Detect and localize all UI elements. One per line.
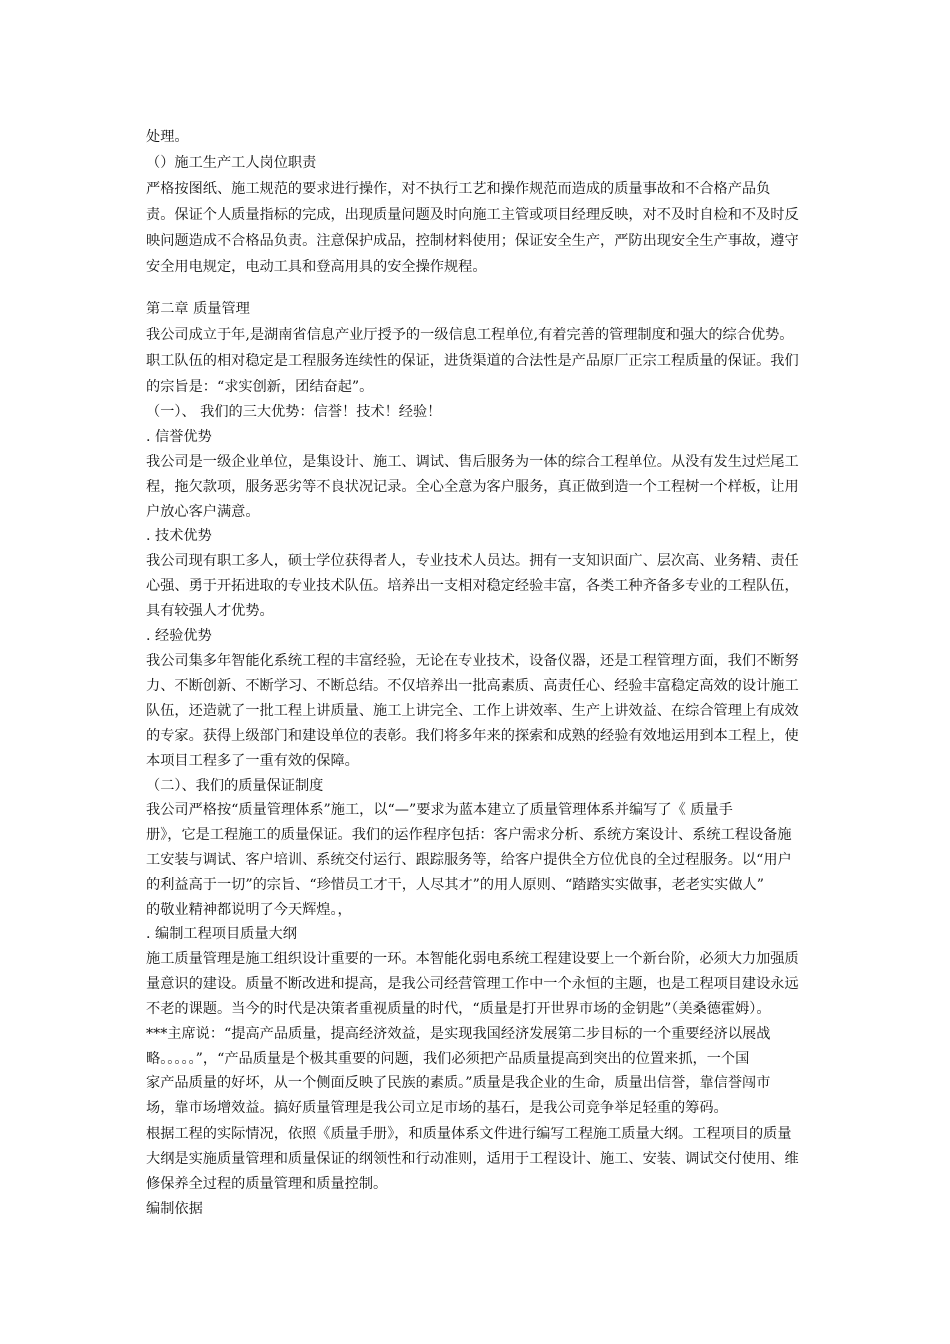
section-heading: （二）、我们的质量保证制度 bbox=[146, 778, 324, 794]
text-line: 场，靠市场增效益。搞好质量管理是我公司立足市场的基石，是我公司竞争举足轻重的筹码。 bbox=[146, 1100, 728, 1116]
section-heading: （）施工生产工人岗位职责 bbox=[146, 155, 317, 171]
text-line: 量意识的建设。质量不断改进和提高，是我公司经营管理工作中一个永恒的主题，也是工程项目建设永远 bbox=[146, 976, 799, 992]
text-line: 根据工程的实际情况，依照《质量手册》，和质量体系文件进行编写工程施工质量大纲。工程项目的质量 bbox=[146, 1126, 792, 1142]
text-line: 的敬业精神都说明了今天辉煌。， bbox=[146, 902, 352, 918]
text-line: 我公司集多年智能化系统工程的丰富经验，无论在专业技术，设备仪器，还是工程管理方面，我们不断努 bbox=[146, 653, 799, 669]
text-line: 安全用电规定，电动工具和登高用具的安全操作规程。 bbox=[146, 259, 487, 275]
text-line: 我公司严格按“质量管理体系”施工，以“—”要求为蓝本建立了质量管理体系并编写了《 质量手 bbox=[146, 802, 733, 818]
text-line: 力、不断创新、不断学习、不断总结。不仅培养出一批高素质、高责任心、经验丰富稳定高效的设计施工 bbox=[146, 678, 799, 694]
text-line: 不老的课题。当今的时代是决策者重视质量的时代，“质量是打开世界市场的金钥匙”（美桑德霍姆）。 bbox=[146, 1001, 771, 1017]
subsection-heading: . 技术优势 bbox=[146, 528, 212, 544]
text-line: 处理。 bbox=[146, 129, 189, 145]
text-line: 本项目工程多了一重有效的保障。 bbox=[146, 753, 359, 769]
text-line: 施工质量管理是施工组织设计重要的一环。本智能化弱电系统工程建设要上一个新台阶，必须大力加强质 bbox=[146, 951, 799, 967]
text-line: 程，拖欠款项，服务恶劣等不良状况记录。全心全意为客户服务，真正做到造一个工程树一个样板，让用 bbox=[146, 479, 799, 495]
text-line: 队伍，还造就了一批工程上讲质量、施工上讲完全、工作上讲效率、生产上讲效益、在综合管理上有成效 bbox=[146, 703, 799, 719]
text-line: 家产品质量的好坏，从一个侧面反映了民族的素质。”质量是我企业的生命，质量出信誉，靠信誉闯市 bbox=[146, 1075, 771, 1091]
text-line: 心强、勇于开拓进取的专业技术队伍。培养出一支相对稳定经验丰富，各类工种齐备多专业的工程队伍， bbox=[146, 578, 799, 594]
text-line: 修保养全过程的质量管理和质量控制。 bbox=[146, 1176, 388, 1192]
subsection-heading: . 经验优势 bbox=[146, 628, 212, 644]
text-line: 大纲是实施质量管理和质量保证的纲领性和行动准则，适用于工程设计、施工、安装、调试交付使用、维 bbox=[146, 1151, 799, 1167]
text-line: ***主席说：“提高产品质量，提高经济效益，是实现我国经济发展第二步目标的一个重要经济以展战 bbox=[146, 1026, 771, 1042]
text-line: 户放心客户满意。 bbox=[146, 504, 260, 520]
subsection-heading: . 信誉优势 bbox=[146, 429, 212, 445]
section-heading: （一）、 我们的三大优势：信誉！技术！经验！ bbox=[146, 404, 442, 420]
text-line: 的利益高于一切”的宗旨、“珍惜员工才干，人尽其才”的用人原则、“踏踏实实做事，老老实实做人” bbox=[146, 877, 764, 893]
text-line: 职工队伍的相对稳定是工程服务连续性的保证，进货渠道的合法性是产品原厂正宗工程质量的保证。我们 bbox=[146, 353, 799, 369]
text-line: 我公司现有职工多人，硕士学位获得者人，专业技术人员达。拥有一支知识面广、层次高、业务精、责任 bbox=[146, 553, 799, 569]
text-line: 严格按图纸、施工规范的要求进行操作，对不执行工艺和操作规范而造成的质量事故和不合格产品负 bbox=[146, 181, 771, 197]
text-line: 的专家。获得上级部门和建设单位的表彰。我们将多年来的探索和成熟的经验有效地运用到本工程上，使 bbox=[146, 728, 799, 744]
text-line: 册》，它是工程施工的质量保证。我们的运作程序包括：客户需求分析、系统方案设计、系统工程设备施 bbox=[146, 827, 792, 843]
subsection-heading: 编制依据 bbox=[146, 1201, 203, 1217]
text-line: 我公司是一级企业单位，是集设计、施工、调试、售后服务为一体的综合工程单位。从没有发生过烂尾工 bbox=[146, 454, 799, 470]
text-line: 工安装与调试、客户培训、系统交付运行、跟踪服务等，给客户提供全方位优良的全过程服务。以“用户 bbox=[146, 852, 792, 868]
chapter-heading: 第二章 质量管理 bbox=[146, 301, 250, 317]
text-line: 我公司成立于年,是湖南省信息产业厅授予的一级信息工程单位,有着完善的管理制度和强大的综合优势。 bbox=[146, 327, 794, 343]
text-line: 略。。。。。”，“产品质量是个极其重要的问题，我们必须把产品质量提高到突出的位置来抓，一个国 bbox=[146, 1051, 750, 1067]
text-line: 责。保证个人质量指标的完成，出现质量问题及时向施工主管或项目经理反映，对不及时自检和不及时反 bbox=[146, 207, 799, 223]
text-line: 具有较强人才优势。 bbox=[146, 603, 274, 619]
text-line: 的宗旨是：“求实创新，团结奋起”。 bbox=[146, 379, 374, 395]
subsection-heading: . 编制工程项目质量大纲 bbox=[146, 926, 297, 942]
text-line: 映问题造成不合格品负责。注意保护成品，控制材料使用；保证安全生产，严防出现安全生产事故，遵守 bbox=[146, 233, 799, 249]
